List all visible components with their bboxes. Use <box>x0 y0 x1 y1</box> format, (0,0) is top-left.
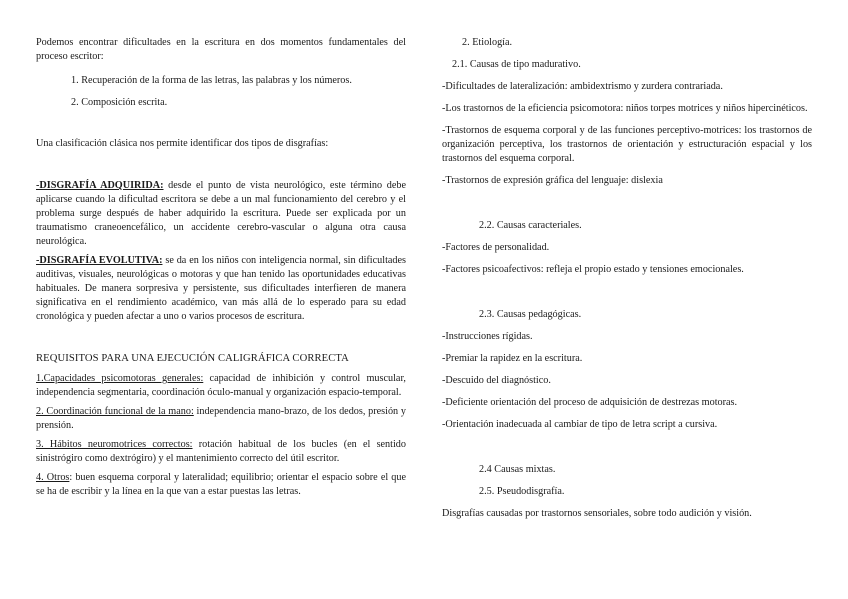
cause-item: -Orientación inadecuada al cambiar de tipo de letra script a cursiva. <box>442 419 718 430</box>
requisitos-heading: REQUISITOS PARA UNA EJECUCIÓN CALIGRÁFICA CORRECTA <box>36 353 349 364</box>
right-column <box>442 36 812 521</box>
intro-paragraph: Podemos encontrar dificultades en la escritura en dos momentos fundamentales del proceso escritor: <box>36 37 406 62</box>
requisito-item <box>36 372 406 400</box>
evolutiva-text: se da en los niños con inteligencia normal, sin dificultades auditivas, visuales, neurológicas o motoras y que han tenido las oportunidades educativas habituales. De manera sorpresiva y persistente, sus dificultades interfieren de manera significativa en el rendimiento académico, van más allá de lo esperado para su edad cronológica y pueden afectar a uno o varios procesos de escritura. <box>36 255 407 322</box>
cause-item: -Los trastornos de la eficiencia psicomotora: niños torpes motrices y niños hipercinéticos. <box>442 103 808 114</box>
requisito-term: 3. Hábitos neuromotrices correctos: <box>36 439 193 450</box>
cause-item: -Dificultades de lateralización: ambidextrismo y zurdera contrariada. <box>442 81 723 92</box>
requisito-text: capacidad de inhibición y control muscular, independencia segmentaria, coordinación óculo-manual y organización espacio-temporal. <box>36 373 406 398</box>
requisito-term: 1.Capacidades psicomotoras generales: <box>36 373 204 384</box>
cause-item: -Trastornos de expresión gráfica del lenguaje: dislexia <box>442 175 663 186</box>
evolutiva-paragraph <box>36 254 406 324</box>
cause-item: -Descuido del diagnóstico. <box>442 375 551 386</box>
section-title: 2.2. Causas caracteriales. <box>479 220 582 231</box>
left-column <box>36 36 406 499</box>
section-title: 2.5. Pseudodisgrafía. <box>479 486 565 497</box>
requisito-term: 4. Otros <box>36 472 70 483</box>
adquirida-text: desde el punto de vista neurológico, este término debe aplicarse cuando la dificultad escritora se debe a un mal funcionamiento del cerebro y el problema surge después de haber adquirido la escritura. Puede ser explicada por un traumatismo craneoencefálico, un accidente cerebro-vascular o alguna otra causa neurológica. <box>36 180 407 247</box>
cause-item: -Premiar la rapidez en la escritura. <box>442 353 583 364</box>
requisito-item <box>36 471 406 499</box>
final-paragraph: Disgrafías causadas por trastornos sensoriales, sobre todo audición y visión. <box>442 508 752 519</box>
requisito-text: independencia mano-brazo, de los dedos, presión y prensión. <box>36 406 406 431</box>
section-title: 2.4 Causas mixtas. <box>479 464 556 475</box>
adquirida-term: -DISGRAFÍA ADQUIRIDA: <box>36 180 164 191</box>
section-title: 2.1. Causas de tipo madurativo. <box>452 59 581 70</box>
requisito-term: 2. Coordinación funcional de la mano: <box>36 406 194 417</box>
requisito-item <box>36 438 406 466</box>
section-title: 2.3. Causas pedagógicas. <box>479 309 582 320</box>
requisito-text: rotación habitual de los bucles (en el sentido sinistrógiro como dextrógiro) y el mantenimiento correcto del útil escritor. <box>36 439 406 464</box>
cause-item: -Factores psicoafectivos: refleja el propio estado y tensiones emocionales. <box>442 264 744 275</box>
cause-item: -Trastornos de esquema corporal y de las funciones perceptivo-motrices: los trastornos de organización perceptiva, los trastornos de orientación y estructuración espacial y los trastornos del esquema corporal. <box>442 125 812 164</box>
cause-item: -Factores de personalidad. <box>442 242 550 253</box>
requisito-item <box>36 405 406 433</box>
etiologia-heading: 2. Etiología. <box>462 37 513 48</box>
evolutiva-term: -DISGRAFÍA EVOLUTIVA: <box>36 255 163 266</box>
adquirida-paragraph <box>36 179 406 249</box>
classification-paragraph: Una clasificación clásica nos permite identificar dos tipos de disgrafías: <box>36 138 329 149</box>
requisito-text: : buen esquema corporal y lateralidad; equilibrio; orientar el espacio sobre el que se ha de escribir y la línea en la que van a estar puestas las letras. <box>36 472 406 497</box>
cause-item: -Deficiente orientación del proceso de adquisición de destrezas motoras. <box>442 397 738 408</box>
moment-item: 1. Recuperación de la forma de las letras, las palabras y los números. <box>71 75 352 86</box>
cause-item: -Instrucciones rígidas. <box>442 331 533 342</box>
moment-item: 2. Composición escrita. <box>71 97 168 108</box>
